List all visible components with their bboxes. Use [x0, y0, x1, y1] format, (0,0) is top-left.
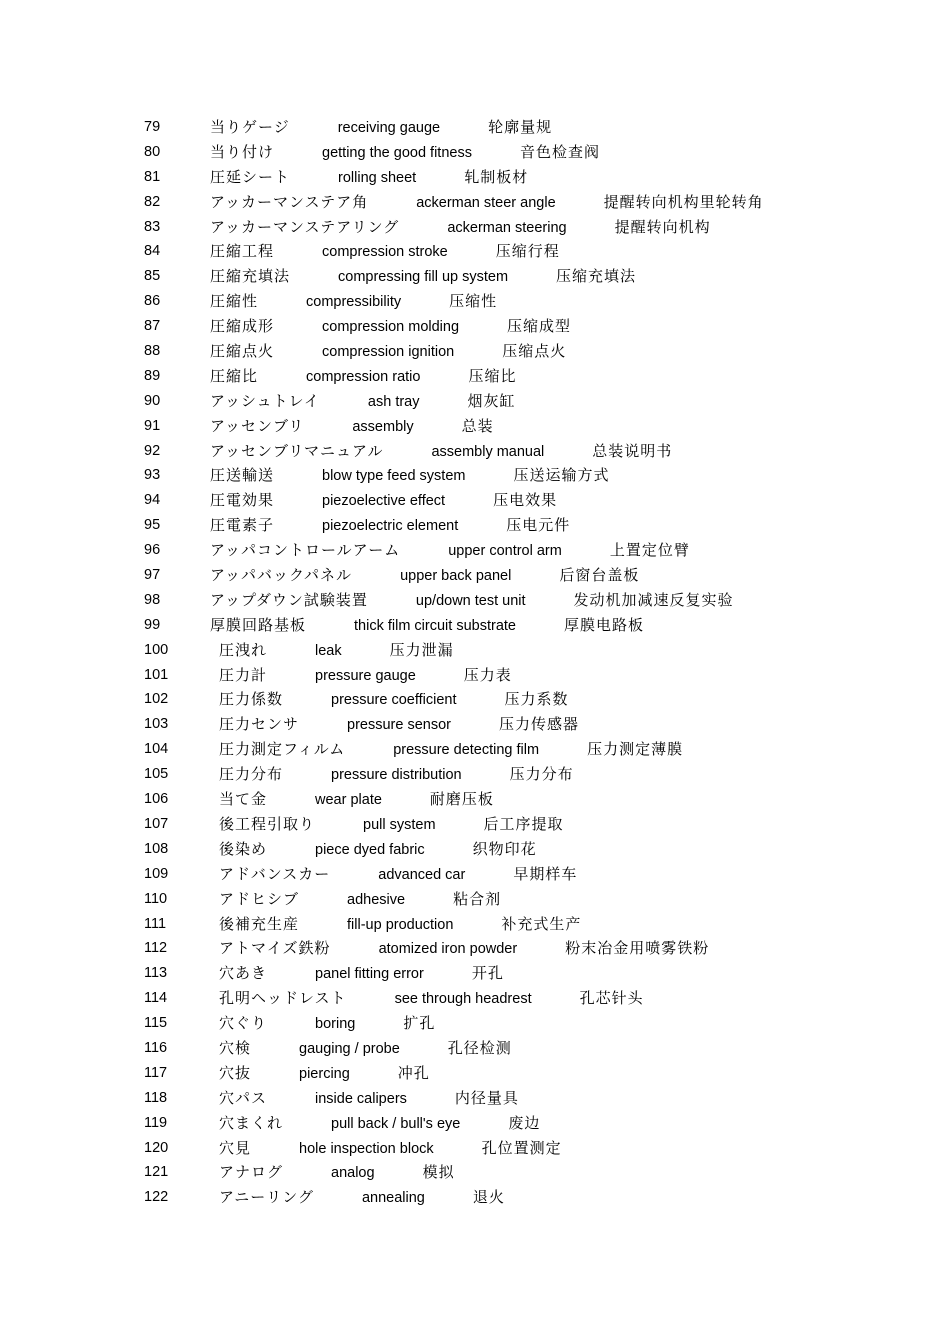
- entry-number: 108: [144, 840, 169, 857]
- entry-terms: [219, 712, 579, 738]
- japanese-term: 穴ぐり: [219, 1014, 268, 1033]
- entry-number: 103: [144, 716, 169, 733]
- glossary-row: [0, 563, 950, 588]
- english-term: leak: [315, 642, 342, 659]
- english-term: upper back panel: [400, 568, 512, 585]
- chinese-term: 上置定位臂: [609, 541, 690, 560]
- entry-number: 102: [144, 691, 169, 708]
- english-term: pressure sensor: [347, 717, 451, 734]
- entry-terms: [219, 812, 564, 838]
- chinese-term: 粉末冶金用喷雾铁粉: [565, 939, 710, 958]
- glossary-row: [0, 190, 950, 215]
- japanese-term: 後工程引取り: [219, 814, 316, 833]
- entry-terms: [210, 364, 516, 390]
- japanese-term: アッセンブリ: [210, 416, 305, 435]
- japanese-term: 圧電素子: [210, 516, 275, 535]
- japanese-term: 圧縮性: [210, 292, 259, 311]
- chinese-term: 总装说明书: [592, 441, 673, 460]
- entry-number: 104: [144, 741, 169, 758]
- entry-terms: [210, 264, 636, 290]
- entry-terms: [219, 1036, 512, 1062]
- entry-terms: [219, 961, 504, 987]
- entry-terms: [210, 538, 690, 564]
- japanese-term: アトマイズ鉄粉: [219, 939, 331, 958]
- glossary-row: [0, 289, 950, 314]
- japanese-term: 圧力センサ: [219, 715, 300, 734]
- entry-terms: [210, 389, 516, 415]
- entry-number: 122: [144, 1189, 169, 1206]
- entry-number: 79: [144, 119, 161, 135]
- glossary-row: [0, 638, 950, 663]
- japanese-term: 圧力計: [219, 665, 268, 684]
- entry-number: 100: [144, 641, 169, 658]
- japanese-term: 厚膜回路基板: [210, 615, 307, 634]
- japanese-term: アッカーマンステアリング: [210, 217, 400, 236]
- entry-terms: [210, 339, 566, 365]
- english-term: advanced car: [378, 866, 466, 883]
- chinese-term: 补充式生产: [501, 914, 582, 933]
- glossary-row: [0, 414, 950, 439]
- entry-number: 88: [144, 343, 161, 360]
- entry-terms: [219, 887, 501, 913]
- chinese-term: 孔位置测定: [481, 1138, 562, 1157]
- english-term: blow type feed system: [322, 468, 466, 485]
- english-term: piercing: [299, 1065, 350, 1082]
- english-term: ackerman steering: [447, 219, 567, 236]
- entry-terms: [210, 588, 734, 614]
- entry-number: 117: [144, 1064, 168, 1081]
- entry-terms: [219, 1160, 455, 1186]
- entry-terms: [210, 190, 764, 216]
- entry-number: 94: [144, 492, 161, 509]
- chinese-term: 提醒转向机构: [614, 217, 711, 236]
- chinese-term: 压力表: [463, 665, 512, 684]
- japanese-term: 当り付け: [210, 142, 275, 161]
- glossary-row: [0, 663, 950, 688]
- glossary-row: [0, 1086, 950, 1111]
- entry-terms: [210, 488, 557, 514]
- japanese-term: 穴抜: [219, 1063, 252, 1082]
- japanese-term: 後染め: [219, 839, 268, 858]
- chinese-term: 压力分布: [509, 765, 574, 784]
- english-term: rolling sheet: [338, 169, 417, 186]
- english-term: pressure detecting film: [393, 742, 540, 759]
- japanese-term: 圧縮比: [210, 366, 259, 385]
- glossary-row: [0, 887, 950, 912]
- chinese-term: 压缩成型: [507, 317, 572, 336]
- entry-terms: [219, 1086, 519, 1112]
- english-term: compressibility: [306, 294, 402, 311]
- glossary-row: [0, 812, 950, 837]
- entry-terms: [219, 837, 537, 863]
- english-term: pressure distribution: [331, 767, 462, 784]
- japanese-term: 当て金: [219, 790, 268, 809]
- chinese-term: 扩孔: [403, 1014, 436, 1033]
- entry-number: 118: [144, 1089, 168, 1106]
- entry-number: 99: [144, 616, 161, 633]
- japanese-term: アッカーマンステア角: [210, 192, 369, 211]
- japanese-term: 穴まくれ: [219, 1113, 284, 1132]
- chinese-term: 总装: [461, 416, 494, 435]
- entry-terms: [219, 936, 709, 962]
- entry-terms: [210, 289, 497, 315]
- chinese-term: 废边: [508, 1113, 541, 1132]
- entry-number: 113: [144, 965, 168, 982]
- glossary-row: [0, 115, 950, 140]
- english-term: atomized iron powder: [378, 941, 518, 958]
- chinese-term: 压力传感器: [498, 715, 579, 734]
- english-term: gauging / probe: [299, 1040, 400, 1057]
- english-term: piezoelectric element: [322, 518, 459, 535]
- glossary-row: [0, 389, 950, 414]
- english-term: pull back / bull's eye: [331, 1115, 461, 1132]
- glossary-row: [0, 986, 950, 1011]
- glossary-row: [0, 1061, 950, 1086]
- chinese-term: 提醒转向机构里轮转角: [603, 192, 764, 211]
- entry-number: 101: [144, 666, 169, 683]
- japanese-term: アニーリング: [219, 1188, 314, 1207]
- entry-number: 120: [144, 1139, 169, 1156]
- japanese-term: 後補充生産: [219, 914, 300, 933]
- entry-number: 82: [144, 193, 161, 210]
- japanese-term: アドヒシブ: [219, 889, 300, 908]
- entry-number: 98: [144, 591, 161, 608]
- glossary-row: [0, 264, 950, 289]
- japanese-term: アッセンブリマニュアル: [210, 441, 384, 460]
- chinese-term: 耐磨压板: [429, 790, 494, 809]
- chinese-term: 压缩行程: [495, 242, 560, 261]
- glossary-row: [0, 687, 950, 712]
- english-term: hole inspection block: [299, 1140, 434, 1157]
- entry-terms: [219, 737, 683, 763]
- chinese-term: 压电效果: [493, 491, 558, 510]
- japanese-term: 圧電効果: [210, 491, 275, 510]
- japanese-term: アッパコントロールアーム: [210, 541, 401, 560]
- entry-number: 107: [144, 815, 169, 832]
- glossary-row: [0, 588, 950, 613]
- entry-number: 84: [144, 243, 161, 260]
- chinese-term: 开孔: [471, 964, 504, 983]
- chinese-term: 孔径检测: [447, 1038, 512, 1057]
- chinese-term: 压力系数: [504, 690, 569, 709]
- glossary-row: [0, 787, 950, 812]
- japanese-term: 圧力測定フィルム: [219, 740, 346, 759]
- english-term: piezoelective effect: [322, 493, 446, 510]
- entry-terms: [219, 862, 577, 888]
- english-term: wear plate: [315, 792, 382, 809]
- japanese-term: 孔明ヘッドレスト: [219, 989, 347, 1008]
- entry-terms: [219, 638, 454, 664]
- entry-terms: [210, 140, 600, 166]
- glossary-row: [0, 613, 950, 638]
- glossary-row: [0, 961, 950, 986]
- entry-terms: [210, 239, 560, 265]
- japanese-term: 圧送輸送: [210, 466, 275, 485]
- english-term: see through headrest: [394, 991, 532, 1008]
- glossary-row: [0, 1136, 950, 1161]
- english-term: pressure coefficient: [331, 692, 457, 709]
- chinese-term: 早期样车: [513, 864, 578, 883]
- japanese-term: アッシュトレイ: [210, 391, 320, 410]
- english-term: boring: [315, 1016, 356, 1033]
- english-term: compression molding: [322, 319, 460, 336]
- english-term: upper control arm: [448, 543, 562, 560]
- japanese-term: アッパバックパネル: [210, 566, 353, 585]
- japanese-term: 穴検: [219, 1038, 252, 1057]
- entry-terms: [219, 912, 581, 938]
- japanese-term: 圧縮点火: [210, 342, 275, 361]
- english-term: pull system: [363, 816, 436, 833]
- chinese-term: 压力测定薄膜: [587, 740, 684, 759]
- entry-terms: [210, 439, 672, 465]
- chinese-term: 后窗台盖板: [559, 566, 640, 585]
- english-term: annealing: [361, 1190, 425, 1207]
- english-term: piece dyed fabric: [315, 841, 425, 858]
- glossary-list: [0, 115, 950, 1210]
- entry-terms: [210, 513, 570, 539]
- glossary-row: [0, 314, 950, 339]
- english-term: thick film circuit substrate: [354, 617, 516, 634]
- entry-terms: [219, 1185, 505, 1211]
- chinese-term: 冲孔: [397, 1063, 430, 1082]
- japanese-term: 圧力分布: [219, 765, 284, 784]
- entry-number: 83: [144, 218, 161, 235]
- english-term: getting the good fitness: [322, 144, 472, 161]
- japanese-term: アップダウン試験装置: [210, 590, 368, 609]
- entry-number: 114: [144, 990, 168, 1007]
- entry-number: 109: [144, 865, 169, 882]
- glossary-row: [0, 439, 950, 464]
- japanese-term: アナログ: [219, 1163, 284, 1182]
- glossary-row: [0, 712, 950, 737]
- entry-number: 110: [144, 890, 168, 907]
- japanese-term: 圧縮工程: [210, 242, 275, 261]
- japanese-term: 圧力係数: [219, 690, 284, 709]
- entry-terms: [210, 463, 610, 489]
- glossary-row: [0, 140, 950, 165]
- entry-number: 105: [144, 766, 169, 783]
- entry-number: 87: [144, 318, 161, 335]
- japanese-term: 穴パス: [219, 1088, 268, 1107]
- chinese-term: 压缩性: [449, 292, 498, 311]
- english-term: compression stroke: [322, 244, 448, 261]
- glossary-row: [0, 737, 950, 762]
- entry-number: 121: [144, 1164, 169, 1181]
- english-term: compressing fill up system: [338, 269, 509, 286]
- entry-number: 91: [144, 417, 161, 434]
- entry-number: 86: [144, 293, 161, 310]
- glossary-row: [0, 239, 950, 264]
- glossary-row: [0, 912, 950, 937]
- chinese-term: 粘合剂: [453, 889, 502, 908]
- english-term: inside calipers: [315, 1090, 407, 1107]
- chinese-term: 压电元件: [506, 516, 571, 535]
- entry-terms: [219, 1061, 430, 1087]
- english-term: up/down test unit: [415, 592, 526, 609]
- entry-number: 93: [144, 467, 161, 484]
- entry-terms: [210, 414, 494, 440]
- japanese-term: 圧洩れ: [219, 640, 268, 659]
- chinese-term: 压缩充填法: [556, 267, 637, 286]
- entry-number: 96: [144, 542, 161, 559]
- japanese-term: 穴見: [219, 1138, 252, 1157]
- entry-terms: [210, 613, 644, 639]
- glossary-row: [0, 538, 950, 563]
- entry-number: 90: [144, 392, 161, 409]
- english-term: assembly manual: [431, 443, 545, 460]
- glossary-row: [0, 862, 950, 887]
- chinese-term: 压缩点火: [502, 342, 567, 361]
- entry-number: 85: [144, 268, 161, 285]
- japanese-term: 当りゲージ: [210, 118, 290, 136]
- entry-number: 97: [144, 567, 161, 584]
- chinese-term: 压力泄漏: [389, 640, 454, 659]
- entry-terms: [210, 215, 711, 241]
- entry-number: 81: [144, 168, 161, 185]
- chinese-term: 压送运输方式: [513, 466, 610, 485]
- english-term: ackerman steer angle: [416, 194, 556, 211]
- glossary-row: [0, 215, 950, 240]
- glossary-row: [0, 463, 950, 488]
- chinese-term: 轧制板材: [464, 167, 529, 186]
- glossary-row: [0, 364, 950, 389]
- glossary-row: [0, 513, 950, 538]
- entry-number: 115: [144, 1015, 168, 1032]
- glossary-row: [0, 1111, 950, 1136]
- english-term: compression ratio: [306, 368, 421, 385]
- japanese-term: 圧延シート: [210, 167, 291, 186]
- glossary-row: [0, 1011, 950, 1036]
- entry-terms: [219, 762, 574, 788]
- english-term: assembly: [352, 418, 414, 435]
- entry-number: 119: [144, 1114, 168, 1131]
- entry-terms: [219, 1111, 540, 1137]
- glossary-row: [0, 762, 950, 787]
- chinese-term: 织物印花: [472, 839, 537, 858]
- entry-terms: [210, 563, 639, 589]
- glossary-row: [0, 1185, 950, 1210]
- chinese-term: 内径量具: [454, 1088, 519, 1107]
- english-term: analog: [331, 1165, 375, 1182]
- entry-terms: [210, 165, 528, 191]
- entry-terms: [210, 115, 552, 141]
- entry-number: 111: [144, 915, 167, 932]
- entry-number: 95: [144, 517, 161, 534]
- japanese-term: アドバンスカー: [219, 864, 331, 883]
- chinese-term: 后工序提取: [483, 814, 564, 833]
- glossary-row: [0, 165, 950, 190]
- glossary-row: [0, 837, 950, 862]
- entry-number: 92: [144, 442, 161, 459]
- entry-number: 112: [144, 940, 168, 957]
- glossary-row: [0, 488, 950, 513]
- glossary-row: [0, 1160, 950, 1185]
- glossary-row: [0, 339, 950, 364]
- glossary-row: [0, 1036, 950, 1061]
- entry-terms: [219, 1011, 435, 1037]
- entry-terms: [219, 1136, 562, 1162]
- entry-terms: [219, 687, 569, 713]
- entry-number: 116: [144, 1039, 168, 1056]
- japanese-term: 圧縮充填法: [210, 267, 291, 286]
- english-term: panel fitting error: [315, 966, 424, 983]
- english-term: ash tray: [367, 393, 420, 410]
- chinese-term: 烟灰缸: [467, 391, 516, 410]
- entry-number: 89: [144, 367, 161, 384]
- english-term: receiving gauge: [337, 120, 441, 136]
- chinese-term: 厚膜电路板: [563, 615, 644, 634]
- chinese-term: 发动机加减速反复实验: [573, 590, 734, 609]
- entry-terms: [219, 663, 512, 689]
- entry-number: 106: [144, 791, 169, 808]
- chinese-term: 音色检查阀: [519, 142, 600, 161]
- chinese-term: 模拟: [422, 1163, 455, 1182]
- japanese-term: 圧縮成形: [210, 317, 275, 336]
- glossary-row: [0, 936, 950, 961]
- entry-terms: [219, 986, 644, 1012]
- entry-terms: [219, 787, 494, 813]
- english-term: compression ignition: [322, 344, 455, 361]
- english-term: fill-up production: [347, 916, 454, 933]
- chinese-term: 轮廓量规: [488, 118, 553, 136]
- entry-terms: [210, 314, 571, 340]
- japanese-term: 穴あき: [219, 964, 268, 983]
- chinese-term: 孔芯针头: [579, 989, 644, 1008]
- chinese-term: 退火: [472, 1188, 505, 1207]
- english-term: adhesive: [347, 891, 406, 908]
- entry-number: 80: [144, 143, 161, 160]
- chinese-term: 压缩比: [468, 366, 517, 385]
- english-term: pressure gauge: [315, 667, 416, 684]
